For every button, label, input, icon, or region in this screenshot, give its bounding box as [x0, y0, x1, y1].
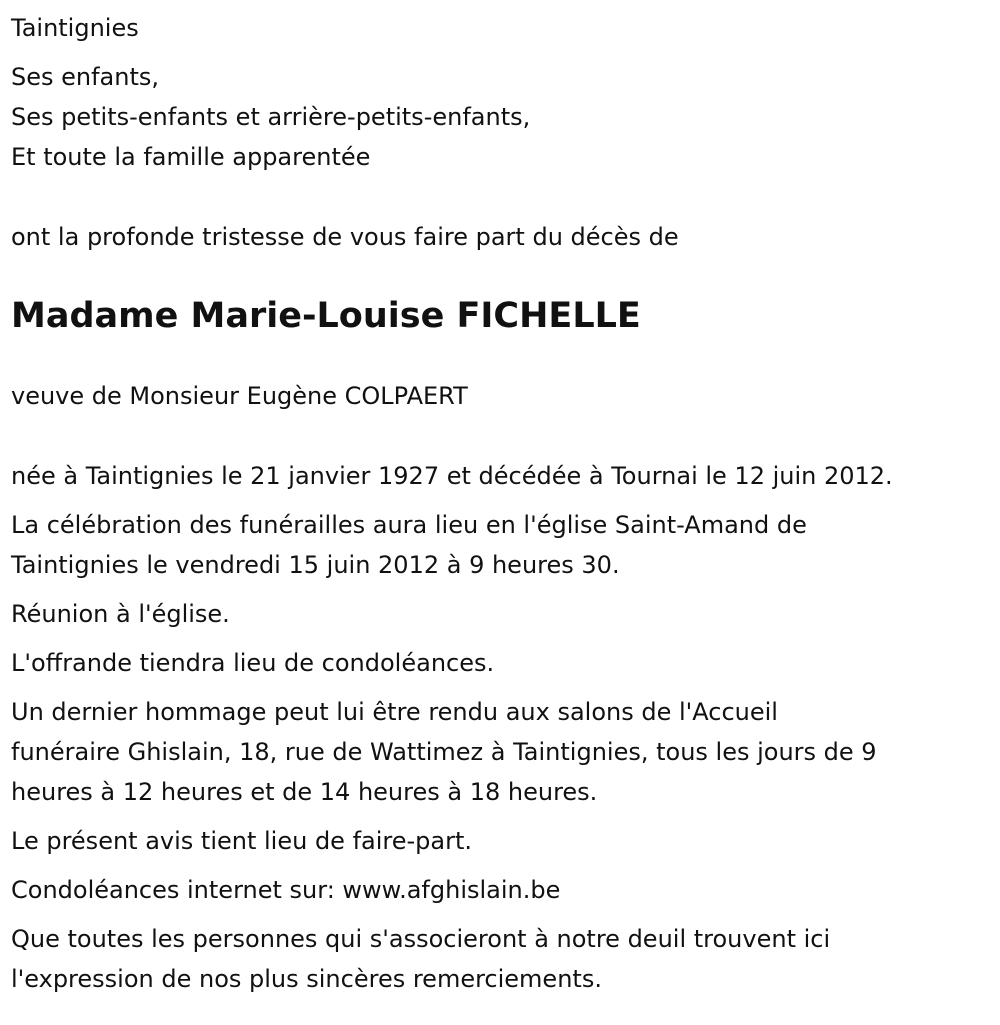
- condolences-online: Condoléances internet sur: www.afghislain.be: [11, 876, 561, 904]
- spouse-text: veuve de Monsieur Eugène COLPAERT: [11, 382, 468, 410]
- tribute-text: Un dernier hommage peut lui être rendu aux salons de l'Accueil funéraire Ghislain, 18, rue de Wattimez à Taintignies, tous les jours de 9 heures à 12 heures et de 14 heures à 18 heures.: [11, 698, 877, 806]
- birth-death-text: née à Taintignies le 21 janvier 1927 et décédée à Tournai le 12 juin 2012.: [11, 462, 893, 490]
- family-lines: Ses enfants, Ses petits-enfants et arrière-petits-enfants, Et toute la famille apparentée: [11, 63, 531, 171]
- announcement-text: ont la profonde tristesse de vous faire part du décès de: [11, 223, 679, 251]
- deceased-name: Madame Marie-Louise FICHELLE: [11, 296, 641, 336]
- obituary-notice: [11, 8, 986, 999]
- thanks-text: Que toutes les personnes qui s'associeront à notre deuil trouvent ici l'expression de nos plus sincères remerciements.: [11, 925, 831, 993]
- notice-statement: Le présent avis tient lieu de faire-part.: [11, 827, 473, 855]
- meeting-text: Réunion à l'église.: [11, 600, 230, 628]
- funeral-text: La célébration des funérailles aura lieu en l'église Saint-Amand de Taintignies le vendredi 15 juin 2012 à 9 heures 30.: [11, 511, 807, 579]
- offering-text: L'offrande tiendra lieu de condoléances.: [11, 649, 495, 677]
- town-name: Taintignies: [11, 14, 139, 42]
